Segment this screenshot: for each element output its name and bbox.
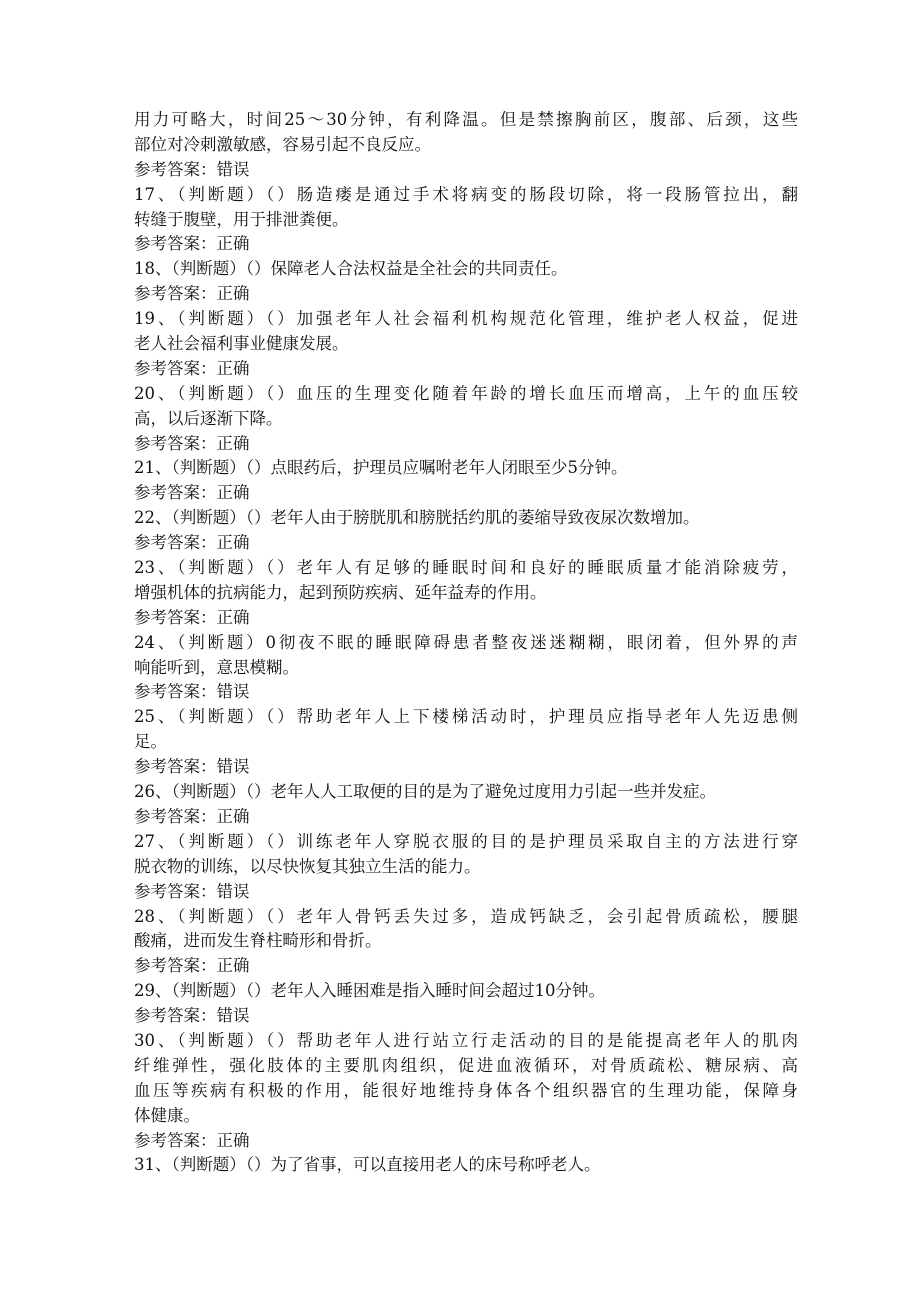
question-line: 19、（判断题）（）加强老年人社会福利机构规范化管理，维护老人权益，促进 — [134, 309, 798, 329]
text-line: 老人社会福利事业健康发展。 — [134, 334, 349, 354]
text-line: 纤维弹性，强化肢体的主要肌肉组织，促进血液循环，对骨质疏松、糖尿病、高 — [134, 1055, 798, 1075]
question-line: 30、（判断题）（）帮助老年人进行站立行走活动的目的是能提高老年人的肌肉 — [134, 1030, 798, 1050]
answer-line: 参考答案：正确 — [134, 1130, 250, 1150]
question-line: 28、（判断题）（）老年人骨钙丢失过多，造成钙缺乏，会引起骨质疏松，腰腿 — [134, 906, 798, 926]
answer-line: 参考答案：正确 — [134, 607, 250, 627]
answer-line: 参考答案：正确 — [134, 433, 250, 453]
question-line: 17、（判断题）（）肠造瘘是通过手术将病变的肠段切除，将一段肠管拉出，翻 — [134, 184, 798, 204]
question-line: 23、（判断题）（）老年人有足够的睡眠时间和良好的睡眠质量才能消除疲劳， — [134, 558, 798, 578]
answer-line: 参考答案：正确 — [134, 358, 250, 378]
answer-line: 参考答案：错误 — [134, 682, 250, 702]
text-line: 用力可略大，时间25～30分钟，有利降温。但是禁擦胸前区，腹部、后颈，这些 — [134, 110, 798, 129]
question-line: 24、（判断题）0彻夜不眠的睡眠障碍患者整夜迷迷糊糊，眼闭着，但外界的声 — [134, 632, 798, 652]
answer-line: 参考答案：正确 — [134, 284, 250, 304]
text-line: 增强机体的抗病能力，起到预防疾病、延年益寿的作用。 — [134, 582, 547, 602]
answer-line: 参考答案：正确 — [134, 806, 250, 826]
question-line: 21、（判断题）（）点眼药后，护理员应嘱咐老年人闭眼至少5分钟。 — [134, 458, 628, 478]
answer-line: 参考答案：错误 — [134, 881, 250, 901]
text-line: 足。 — [134, 732, 167, 752]
question-line: 26、（判断题）（）老年人人工取便的目的是为了避免过度用力引起一些并发症。 — [134, 782, 716, 802]
text-line: 酸痛，进而发生脊柱畸形和骨折。 — [134, 931, 382, 951]
question-line: 22、（判断题）（）老年人由于膀胱肌和膀胱括约肌的萎缩导致夜尿次数增加。 — [134, 508, 700, 528]
question-line: 29、（判断题）（）老年人入睡困难是指入睡时间会超过10分钟。 — [134, 981, 605, 1001]
answer-line: 参考答案：正确 — [134, 483, 250, 503]
question-line: 31、（判断题）（）为了省事，可以直接用老人的床号称呼老人。 — [134, 1155, 601, 1175]
question-line: 25、（判断题）（）帮助老年人上下楼梯活动时，护理员应指导老年人先迈患侧 — [134, 707, 798, 727]
answer-line: 参考答案：错误 — [134, 757, 250, 777]
answer-line: 参考答案：错误 — [134, 1006, 250, 1026]
text-line: 体健康。 — [134, 1105, 200, 1125]
text-line: 血压等疾病有积极的作用，能很好地维持身体各个组织器官的生理功能，保障身 — [134, 1080, 798, 1100]
text-line: 转缝于腹壁，用于排泄粪便。 — [134, 209, 349, 229]
text-line: 部位对冷刺激敏感，容易引起不良反应。 — [134, 134, 431, 154]
question-line: 18、（判断题）（）保障老人合法权益是全社会的共同责任。 — [134, 259, 568, 279]
text-line: 响能听到，意思模糊。 — [134, 657, 299, 677]
answer-line: 参考答案：错误 — [134, 159, 250, 179]
answer-line: 参考答案：正确 — [134, 956, 250, 976]
answer-line: 参考答案：正确 — [134, 533, 250, 553]
text-line: 脱衣物的训练，以尽快恢复其独立生活的能力。 — [134, 856, 481, 876]
text-line: 高，以后逐渐下降。 — [134, 408, 283, 428]
answer-line: 参考答案：正确 — [134, 234, 250, 254]
question-line: 20、（判断题）（）血压的生理变化随着年龄的增长血压而增高，上午的血压较 — [134, 383, 798, 403]
question-line: 27、（判断题）（）训练老年人穿脱衣服的目的是护理员采取自主的方法进行穿 — [134, 831, 798, 851]
document-page — [134, 108, 798, 1178]
